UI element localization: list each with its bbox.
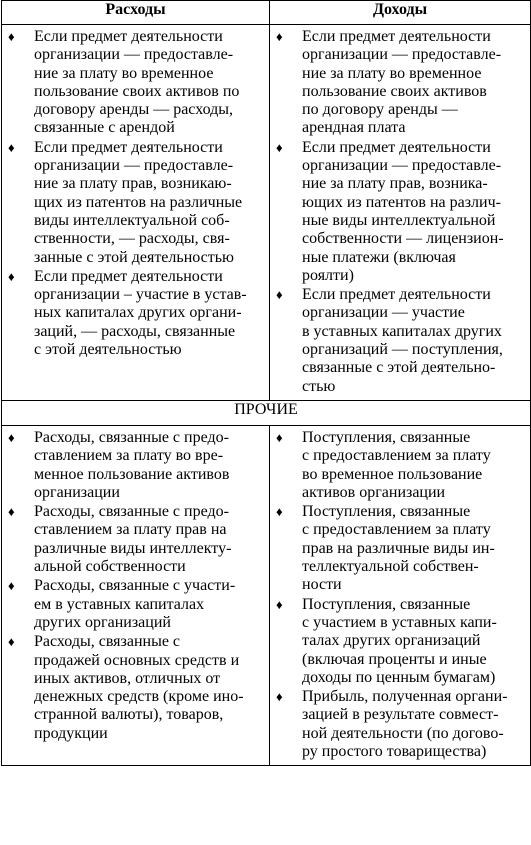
- section-row: [2, 400, 531, 425]
- list-item: [274, 429, 524, 502]
- list-item-text: Поступления, связанные с участием в уставных капи- талах других организаций (включая проценты и иные доходы по ценным бумагам): [302, 595, 497, 686]
- diamond-bullet-icon: ♦: [276, 429, 283, 445]
- table-row: [2, 425, 531, 765]
- list-item-text: Если предмет деятельности организации — предоставле- ние за плату во временное пользование своих активов по договору аренды — расходы, связанные с арендой: [34, 28, 240, 137]
- list-item: [6, 577, 263, 632]
- list-item-text: Поступления, связанные с предоставлением за плату во временное пользование активов организации: [302, 428, 491, 501]
- column-header-expenses: Расходы: [2, 1, 270, 25]
- list-item-text: Расходы, связанные с участи- ем в уставных капиталах других организаций: [34, 577, 236, 631]
- diamond-bullet-icon: ♦: [8, 429, 15, 445]
- list-item: [274, 28, 524, 138]
- income-list: [270, 426, 530, 765]
- diamond-bullet-icon: ♦: [8, 634, 15, 650]
- diamond-bullet-icon: ♦: [276, 596, 283, 612]
- column-header-income: Доходы: [270, 1, 531, 25]
- list-item: [274, 286, 524, 396]
- diamond-bullet-icon: ♦: [8, 29, 15, 44]
- list-item-text: Если предмет деятельности организации — участие в уставных капиталах других организаций — поступления, связанные с этой деятельно- стью: [302, 286, 503, 395]
- diamond-bullet-icon: ♦: [8, 578, 15, 594]
- expenses-income-table: [1, 0, 531, 766]
- expenses-list: [2, 426, 269, 747]
- diamond-bullet-icon: ♦: [276, 689, 283, 705]
- list-item: [274, 503, 524, 594]
- list-item-text: Если предмет деятельности организации — предоставле- ние за плату во временное пользование своих активов по договору аренды — арендная плата: [302, 28, 502, 137]
- expenses-cell: [2, 425, 270, 765]
- diamond-bullet-icon: ♦: [276, 29, 283, 44]
- list-item-text: Поступления, связанные с предоставлением за плату прав на различные виды ин- теллектуальной собствен- ности: [302, 503, 495, 594]
- list-item: [274, 688, 524, 761]
- header-row: [2, 1, 531, 25]
- list-item: [6, 28, 263, 138]
- expenses-list: [2, 25, 269, 363]
- expenses-cell: [2, 25, 270, 401]
- list-item-text: Если предмет деятельности организации — предоставле- ние за плату прав, возникаю- щих из патентов на различные виды интеллектуальной соб- ственности, — расходы, свя- занные с этой деятельностью: [34, 138, 243, 266]
- list-item-text: Если предмет деятельности организации – участие в устав- ных капиталах других органи- заций, — расходы, связанные с этой деятельностью: [34, 267, 247, 359]
- diamond-bullet-icon: ♦: [276, 139, 283, 155]
- diamond-bullet-icon: ♦: [8, 139, 15, 155]
- diamond-bullet-icon: ♦: [8, 268, 15, 284]
- list-item: [6, 503, 263, 576]
- diamond-bullet-icon: ♦: [8, 504, 15, 520]
- list-item-text: Расходы, связанные с продажей основных средств и иных активов, отличных от денежных средств (кроме ино- странной валюты), товаров, продукции: [34, 633, 244, 742]
- list-item: [6, 268, 263, 359]
- section-label: ПРОЧИЕ: [2, 400, 531, 425]
- income-list: [270, 25, 530, 400]
- list-item-text: Прибыль, полученная органи- зацией в результате совмест- ной деятельности (по догово- ру простого товарищества): [302, 688, 508, 760]
- list-item: [6, 633, 263, 743]
- list-item: [274, 139, 524, 285]
- income-cell: [270, 425, 531, 765]
- list-item-text: Расходы, связанные с предо- ставлением за плату прав на различные виды интеллекту- альной собственности: [34, 503, 232, 576]
- diamond-bullet-icon: ♦: [276, 504, 283, 520]
- list-item: [274, 596, 524, 687]
- list-item: [6, 139, 263, 267]
- list-item-text: Если предмет деятельности организации — предоставле- ние за плату прав, возника- ющих из патентов на различ- ные виды интеллектуальной собственности — лицензион- ные платежи (включая роялти): [302, 138, 504, 284]
- list-item: [6, 429, 263, 502]
- table-row: [2, 25, 531, 401]
- list-item-text: Расходы, связанные с предо- ставлением за плату во вре- менное пользование активов организации: [34, 428, 230, 501]
- income-cell: [270, 25, 531, 401]
- diamond-bullet-icon: ♦: [276, 287, 283, 303]
